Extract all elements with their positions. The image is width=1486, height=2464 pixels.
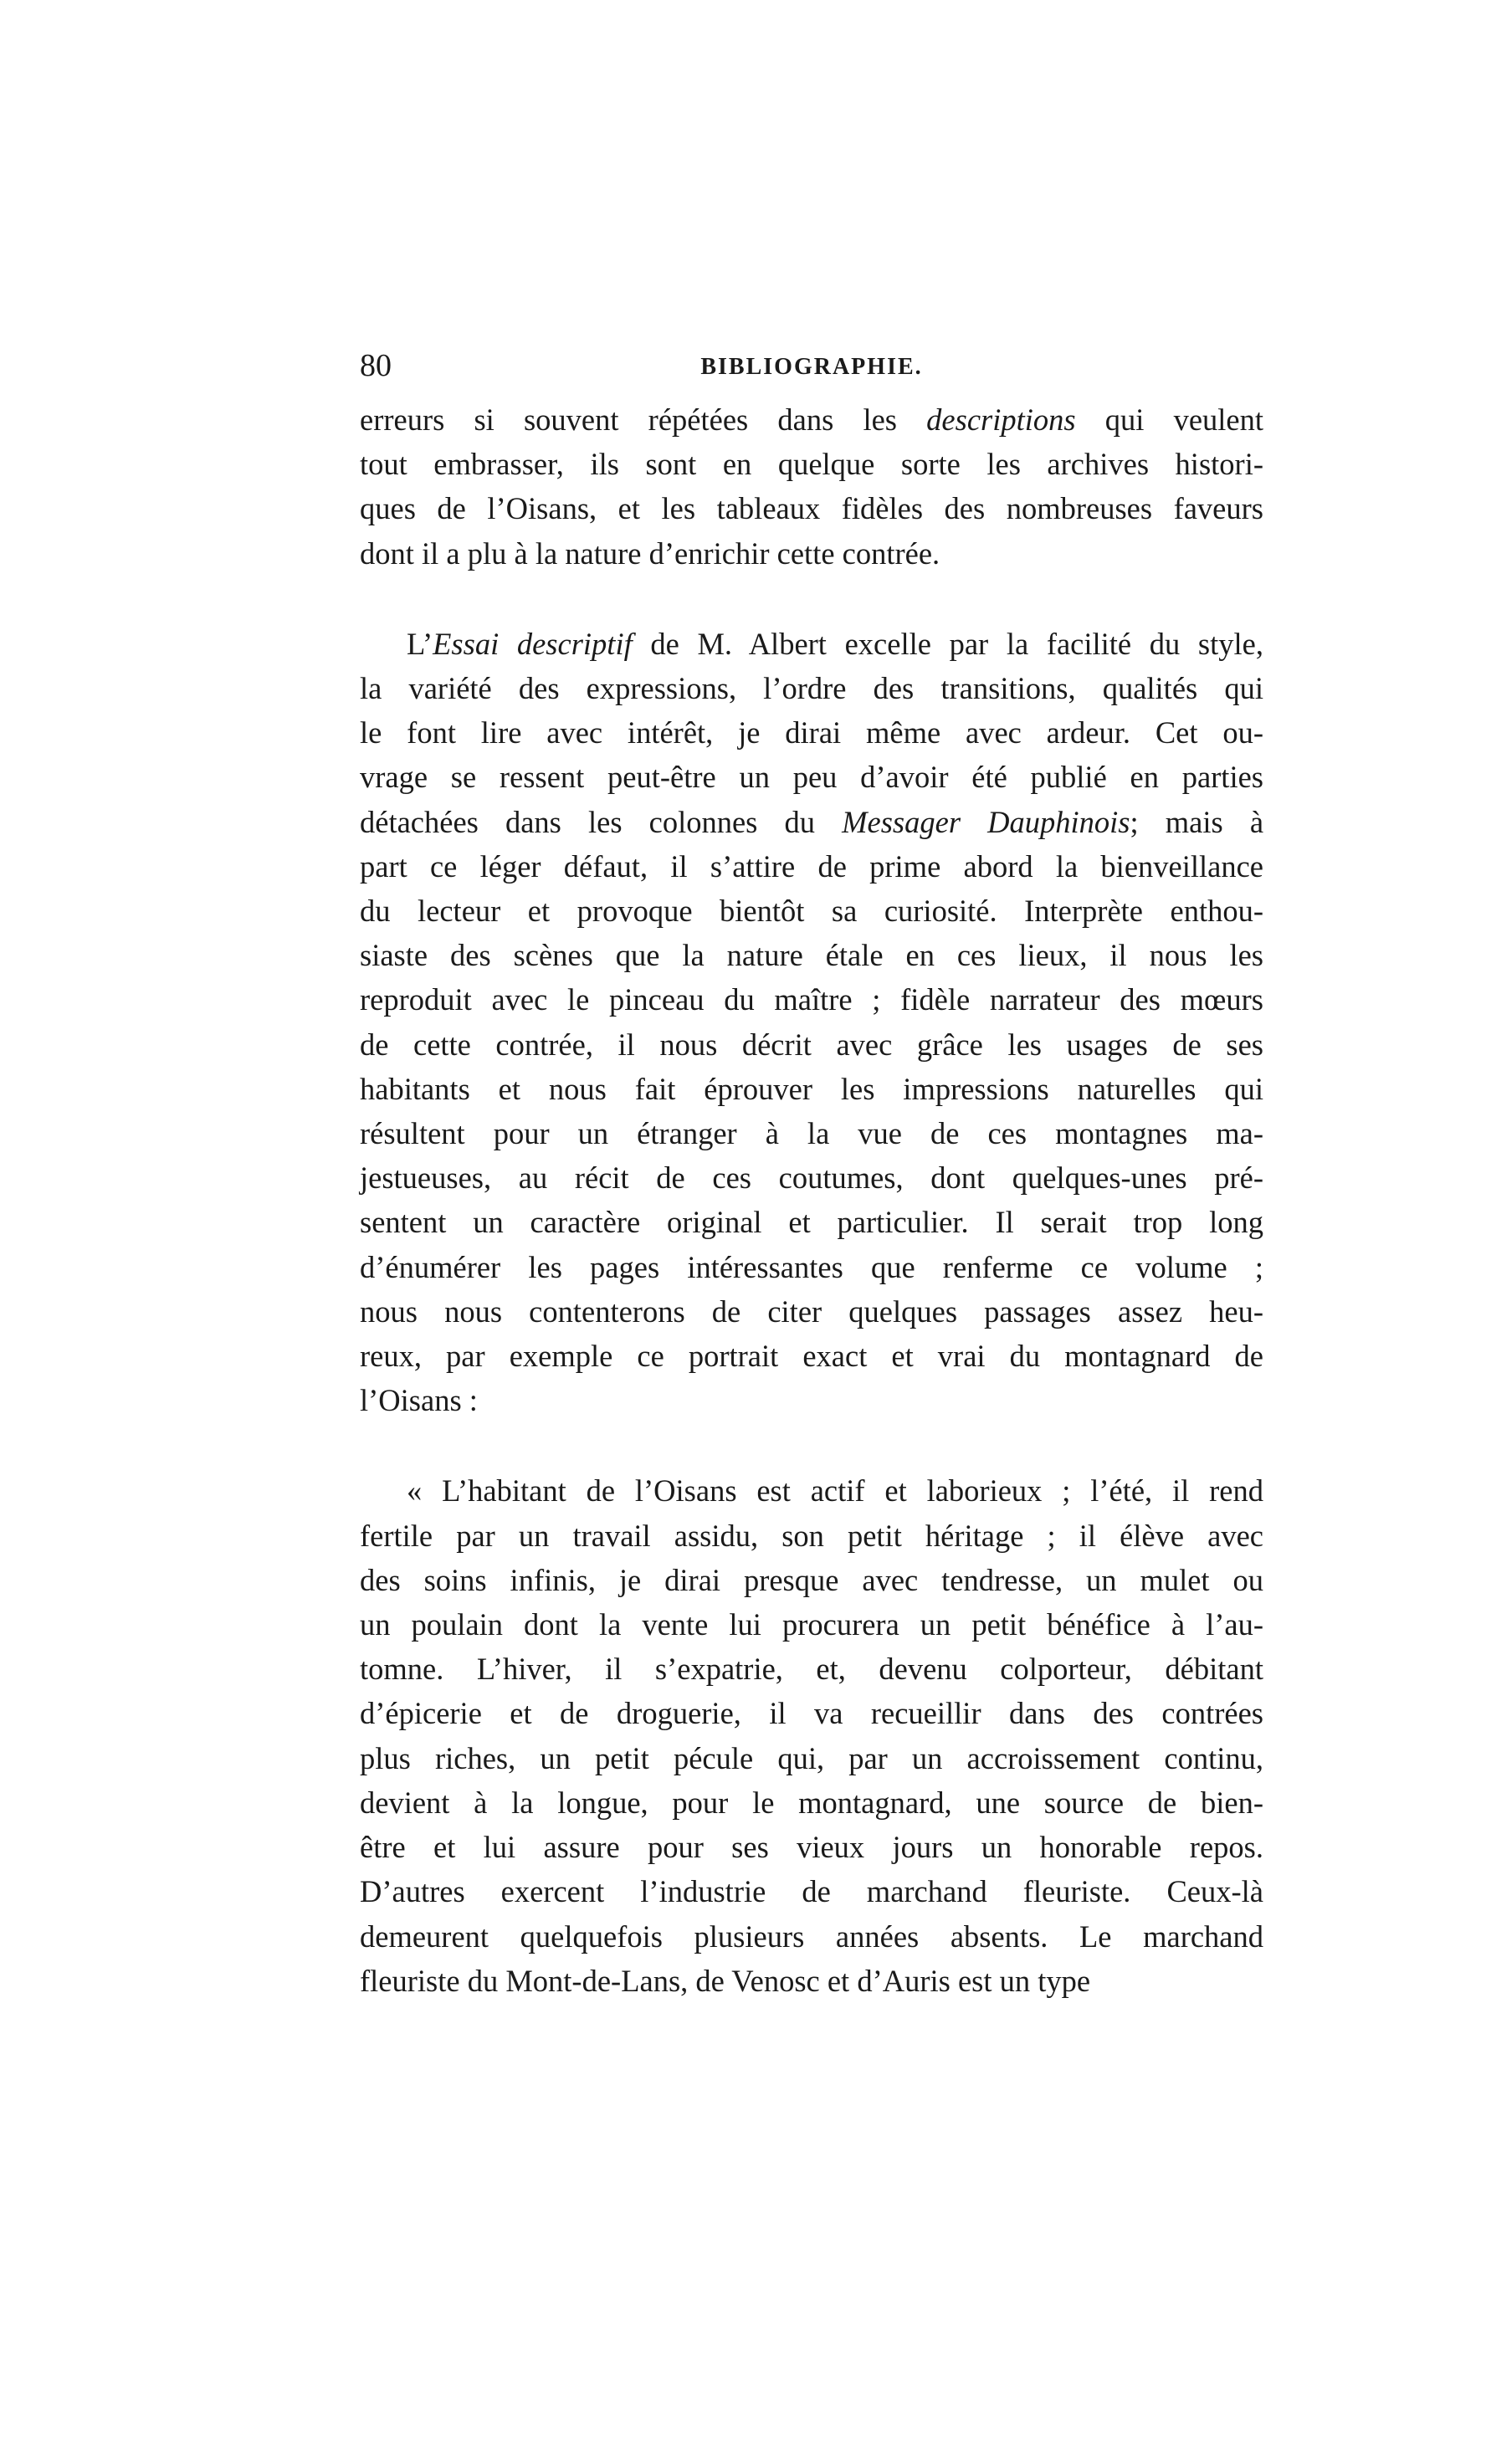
text-run: l’Oisans :	[360, 1383, 478, 1418]
text-line	[360, 1200, 1263, 1244]
text-line	[360, 755, 1263, 799]
text-run: sentent un caractère original et particulier. Il serait trop long	[360, 1205, 1263, 1240]
text-run: ques de l’Oisans, et les tableaux fidèles des nombreuses faveurs	[360, 491, 1263, 526]
text-run: le font lire avec intérêt, je dirai même avec ardeur. Cet ou-	[360, 715, 1263, 750]
text-run: résultent pour un étranger à la vue de ces montagnes ma-	[360, 1116, 1263, 1151]
text-line	[360, 1111, 1263, 1155]
text-run: erreurs si souvent répétées dans les	[360, 402, 927, 437]
text-line	[360, 1245, 1263, 1289]
running-title: BIBLIOGRAPHIE.	[700, 354, 923, 380]
text-line	[360, 1067, 1263, 1111]
text-run: devient à la longue, pour le montagnard, une source de bien-	[360, 1785, 1263, 1820]
text-run: dont il a plu à la nature d’enrichir cette contrée.	[360, 535, 940, 571]
text-run: qui veulent	[1075, 402, 1263, 437]
text-run: L’	[407, 626, 433, 661]
text-run: tomne. L’hiver, il s’expatrie, et, devenu colporteur, débitant	[360, 1652, 1263, 1687]
page-number: 80	[360, 348, 392, 383]
italic-title: Messager Dauphinois	[842, 804, 1130, 839]
text-line	[360, 1869, 1263, 1913]
text-run: détachées dans les colonnes du	[360, 804, 843, 839]
paragraph-3	[360, 1468, 1263, 2002]
paragraph-1	[360, 397, 1263, 576]
text-run: part ce léger défaut, il s’attire de prime abord la bienveillance	[360, 848, 1263, 884]
text-line	[360, 397, 1263, 442]
text-run: fleuriste du Mont-de-Lans, de Venosc et d’Auris est un type	[360, 1963, 1091, 1998]
italic-title: Essai descriptif	[433, 626, 633, 661]
text-line	[360, 1691, 1263, 1735]
text-line	[360, 442, 1263, 486]
text-run: nous nous contenterons de citer quelques passages assez heu-	[360, 1293, 1263, 1329]
text-line	[360, 1558, 1263, 1602]
text-run: un poulain dont la vente lui procurera un petit bénéfice à l’au-	[360, 1607, 1263, 1642]
text-line	[360, 1514, 1263, 1558]
text-line	[360, 1736, 1263, 1780]
text-line	[360, 933, 1263, 977]
text-line	[360, 1378, 1263, 1422]
text-run: du lecteur et provoque bientôt sa curiosité. Interprète enthou-	[360, 894, 1263, 929]
text-run: siaste des scènes que la nature étale en ces lieux, il nous les	[360, 938, 1263, 973]
text-line	[360, 889, 1263, 933]
text-line	[360, 1155, 1263, 1200]
book-page	[360, 347, 1263, 2003]
running-head	[360, 347, 1263, 397]
text-line	[360, 1780, 1263, 1825]
text-run: D’autres exercent l’industrie de marchand fleuriste. Ceux-là	[360, 1874, 1263, 1909]
text-line	[360, 531, 1263, 576]
text-run: habitants et nous fait éprouver les impressions naturelles qui	[360, 1071, 1263, 1106]
text-line	[360, 1334, 1263, 1378]
text-line	[360, 1914, 1263, 1959]
text-line	[360, 1602, 1263, 1647]
text-run: demeurent quelquefois plusieurs années absents. Le marchand	[360, 1918, 1263, 1954]
text-line	[360, 666, 1263, 710]
text-line	[360, 1468, 1263, 1513]
text-line	[360, 844, 1263, 889]
text-run: plus riches, un petit pécule qui, par un accroissement continu,	[360, 1740, 1263, 1775]
text-run: « L’habitant de l’Oisans est actif et laborieux ; l’été, il rend	[407, 1473, 1263, 1509]
text-run: reux, par exemple ce portrait exact et vrai du montagnard de	[360, 1339, 1263, 1374]
text-line	[360, 1289, 1263, 1334]
text-run: la variété des expressions, l’ordre des transitions, qualités qui	[360, 671, 1263, 706]
text-line	[360, 1825, 1263, 1869]
text-run: jestueuses, au récit de ces coutumes, dont quelques-unes pré-	[360, 1160, 1263, 1196]
text-run: d’épicerie et de droguerie, il va recueillir dans des contrées	[360, 1696, 1263, 1731]
text-line	[360, 977, 1263, 1022]
text-run: des soins infinis, je dirai presque avec tendresse, un mulet ou	[360, 1562, 1263, 1597]
text-line	[360, 486, 1263, 530]
text-line	[360, 710, 1263, 755]
text-run: de M. Albert excelle par la facilité du style,	[632, 626, 1263, 661]
text-run: de cette contrée, il nous décrit avec grâce les usages de ses	[360, 1027, 1263, 1062]
text-run: vrage se ressent peut-être un peu d’avoir été publié en parties	[360, 760, 1263, 795]
text-run: ; mais à	[1130, 804, 1264, 839]
text-run: tout embrasser, ils sont en quelque sorte les archives histori-	[360, 447, 1263, 482]
text-run: d’énumérer les pages intéressantes que renferme ce volume ;	[360, 1249, 1263, 1284]
text-run: être et lui assure pour ses vieux jours un honorable repos.	[360, 1830, 1263, 1865]
text-line	[360, 800, 1263, 844]
text-line	[360, 1022, 1263, 1067]
paragraph-2	[360, 622, 1263, 1423]
text-run: fertile par un travail assidu, son petit héritage ; il élève avec	[360, 1518, 1263, 1553]
italic-title: descriptions	[926, 402, 1076, 437]
text-run: reproduit avec le pinceau du maître ; fidèle narrateur des mœurs	[360, 982, 1263, 1017]
text-line	[360, 1647, 1263, 1691]
text-line	[360, 1959, 1263, 2003]
text-line	[360, 622, 1263, 666]
